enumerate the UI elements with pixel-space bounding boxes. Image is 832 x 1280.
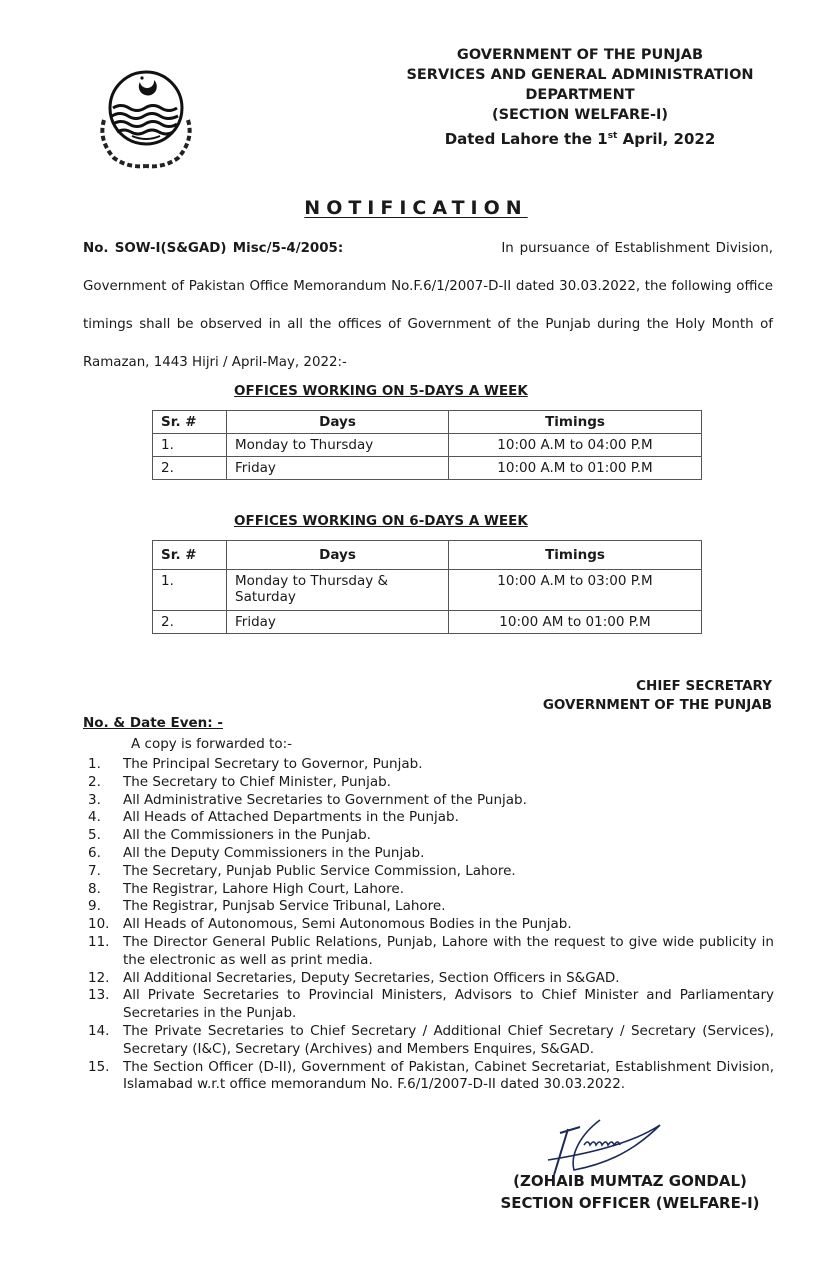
list-item: [88, 987, 774, 1023]
item-number: 15.: [88, 1058, 110, 1075]
header-timings: Timings: [449, 411, 702, 434]
item-text: All the Commissioners in the Punjab.: [123, 827, 371, 844]
cell-timings: 10:00 AM to 01:00 P.M: [449, 611, 702, 634]
item-number: 10.: [88, 916, 110, 933]
list-item: [88, 756, 774, 774]
letterhead: [380, 45, 780, 125]
header-sr: Sr. #: [153, 411, 227, 434]
list-item: [88, 809, 774, 827]
title-text: NOTIFICATION: [304, 197, 528, 219]
authority-title: CHIEF SECRETARY: [636, 678, 772, 694]
list-item: [88, 1023, 774, 1059]
item-text: The Private Secretaries to Chief Secretary / Additional Chief Secretary / Secretary (Services), Secretary (I&C), Secretary (Archives) and Members Enquires, S&GAD.: [123, 1022, 774, 1057]
cell-sr: 1.: [153, 570, 227, 611]
distribution-list: [88, 756, 774, 1094]
table-header-row: [153, 541, 702, 570]
list-item: [88, 1059, 774, 1095]
table-title-5-days: OFFICES WORKING ON 5-DAYS A WEEK: [234, 383, 528, 399]
item-number: 5.: [88, 827, 101, 844]
item-text: All Heads of Autonomous, Semi Autonomous Bodies in the Punjab.: [123, 916, 572, 933]
cell-days: Friday: [227, 611, 449, 634]
list-item: [88, 898, 774, 916]
header-days: Days: [227, 411, 449, 434]
item-number: 8.: [88, 880, 101, 897]
cell-sr: 2.: [153, 611, 227, 634]
table-title-6-days: OFFICES WORKING ON 6-DAYS A WEEK: [234, 513, 528, 529]
copy-intro: A copy is forwarded to:-: [131, 736, 293, 752]
item-text: The Secretary, Punjab Public Service Commission, Lahore.: [123, 862, 516, 879]
header-timings: Timings: [449, 541, 702, 570]
list-item: [88, 827, 774, 845]
signatory-name: (ZOHAIB MUMTAZ GONDAL): [513, 1172, 747, 1190]
item-number: 4.: [88, 809, 101, 826]
cell-sr: 1.: [153, 434, 227, 457]
list-item: [88, 845, 774, 863]
list-item: [88, 970, 774, 988]
cell-timings: 10:00 A.M to 04:00 P.M: [449, 434, 702, 457]
signatory-designation: SECTION OFFICER (WELFARE-I): [500, 1194, 760, 1212]
reference-number: No. SOW-I(S&GAD) Misc/5-4/2005:: [83, 241, 344, 256]
item-number: 7.: [88, 862, 101, 879]
item-number: 1.: [88, 756, 101, 772]
item-text: The Section Officer (D-II), Government of Pakistan, Cabinet Secretariat, Establishment Division, Islamabad w.r.t office memorandum No. F.6/1/2007-D-II dated 30.03.2022.: [123, 1058, 774, 1093]
item-text: All the Deputy Commissioners in the Punjab.: [123, 844, 425, 861]
letterhead-line: DEPARTMENT: [525, 87, 635, 103]
list-item: [88, 774, 774, 792]
list-item: [88, 863, 774, 881]
item-number: 3.: [88, 791, 101, 808]
notification-body: [83, 230, 773, 382]
item-number: 9.: [88, 898, 101, 915]
item-text: All Private Secretaries to Provincial Ministers, Advisors to Chief Minister and Parliamentary Secretaries in the Punjab.: [123, 987, 774, 1022]
item-text: The Secretary to Chief Minister, Punjab.: [123, 773, 391, 790]
issuing-authority: [500, 677, 772, 715]
letterhead-line: (SECTION WELFARE-I): [491, 107, 669, 123]
header-sr: Sr. #: [153, 541, 227, 570]
table-header-row: [153, 411, 702, 434]
item-number: 12.: [88, 969, 110, 986]
list-item: [88, 792, 774, 810]
cell-days: Friday: [227, 457, 449, 480]
letterhead-line: SERVICES AND GENERAL ADMINISTRATION: [406, 67, 754, 83]
date-sup: st: [607, 131, 618, 141]
table-row: [153, 611, 702, 634]
timings-table-6-days: [152, 540, 702, 634]
copy-heading: No. & Date Even: -: [83, 715, 223, 731]
item-number: 14.: [88, 1022, 110, 1039]
item-number: 6.: [88, 844, 101, 861]
list-item: [88, 916, 774, 934]
signatory: [470, 1170, 790, 1214]
item-text: All Administrative Secretaries to Government of the Punjab.: [123, 791, 527, 808]
item-number: 2.: [88, 773, 101, 790]
item-text: All Additional Secretaries, Deputy Secretaries, Section Officers in S&GAD.: [123, 969, 620, 986]
letterhead-line: GOVERNMENT OF THE PUNJAB: [456, 47, 704, 63]
cell-sr: 2.: [153, 457, 227, 480]
list-item: [88, 934, 774, 970]
date-line: [380, 130, 780, 148]
punjab-emblem-icon: [96, 62, 196, 172]
document-title: [0, 197, 832, 219]
body-text: In pursuance of Establishment Division, Government of Pakistan Office Memorandum No.F.6/1/2007-D-II dated 30.03.2022, the following office timings shall be observed in all the offices of Government of the Punjab during the Holy Month of Ramazan, 1443 Hijri / April-May, 2022:-: [83, 241, 773, 370]
cell-timings: 10:00 A.M to 03:00 P.M: [449, 570, 702, 611]
authority-org: GOVERNMENT OF THE PUNJAB: [542, 697, 772, 713]
item-number: 11.: [88, 933, 110, 950]
cell-timings: 10:00 A.M to 01:00 P.M: [449, 457, 702, 480]
item-text: The Registrar, Punjsab Service Tribunal, Lahore.: [123, 898, 446, 915]
timings-table-5-days: [152, 410, 702, 480]
item-text: The Principal Secretary to Governor, Punjab.: [123, 756, 423, 772]
cell-days: Monday to Thursday: [227, 434, 449, 457]
item-text: The Director General Public Relations, Punjab, Lahore with the request to give wide publicity in the electronic as well as print media.: [123, 933, 774, 968]
header-days: Days: [227, 541, 449, 570]
table-row: [153, 570, 702, 611]
item-text: All Heads of Attached Departments in the Punjab.: [123, 809, 459, 826]
item-text: The Registrar, Lahore High Court, Lahore.: [123, 880, 404, 897]
item-number: 13.: [88, 987, 110, 1004]
table-row: [153, 457, 702, 480]
table-row: [153, 434, 702, 457]
date-prefix: Dated Lahore the 1: [444, 130, 608, 148]
cell-days: Monday to Thursday & Saturday: [227, 570, 449, 611]
list-item: [88, 881, 774, 899]
date-suffix: April, 2022: [617, 130, 716, 148]
